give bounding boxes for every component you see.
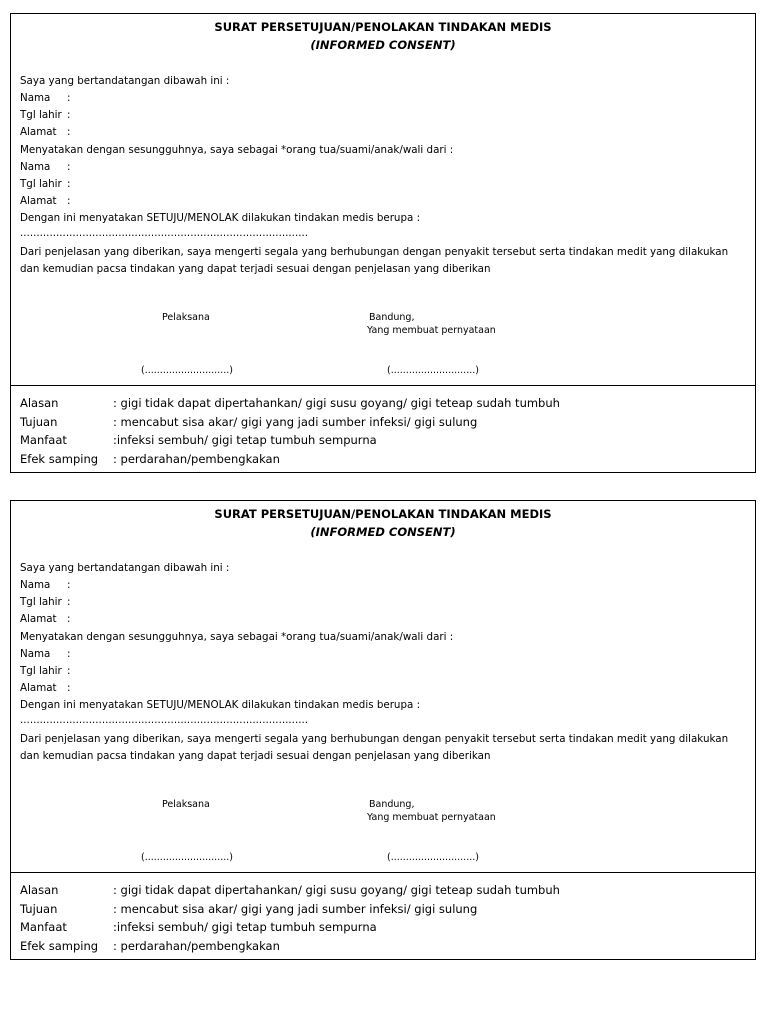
tujuan-row xyxy=(20,415,477,429)
efek-value: : perdarahan/pembengkakan xyxy=(113,939,280,953)
tujuan-value: : mencabut sisa akar/ gigi yang jadi sumber infeksi/ gigi sulung xyxy=(113,902,478,916)
alamat-label: Alamat xyxy=(20,613,57,625)
tujuan-value: : mencabut sisa akar/ gigi yang jadi sumber infeksi/ gigi sulung xyxy=(113,415,478,429)
consent-form-1 xyxy=(10,13,756,473)
manfaat-row xyxy=(20,433,377,447)
explanation-line-2: dan kemudian pacsa tindakan yang dapat terjadi sesuai dengan penjelasan yang diberikan xyxy=(20,263,491,275)
explanation-line-1: Dari penjelasan yang diberikan, saya mengerti segala yang berhubungan dengan penyakit tersebut serta tindakan medit yang dilakukan xyxy=(20,246,729,258)
explanation-line-1: Dari penjelasan yang diberikan, saya mengerti segala yang berhubungan dengan penyakit tersebut serta tindakan medit yang dilakukan xyxy=(20,733,729,745)
signature-blank-pelaksana: (............................) xyxy=(141,852,233,863)
alamat-label: Alamat xyxy=(20,682,57,694)
signature-blank-pembuat: (............................) xyxy=(387,852,479,863)
tujuan-row xyxy=(20,902,477,916)
decision-text: Dengan ini menyatakan SETUJU/MENOLAK dilakukan tindakan medis berupa : xyxy=(20,212,421,224)
divider xyxy=(11,385,755,386)
statement-text: Menyatakan dengan sesungguhnya, saya sebagai *orang tua/suami/anak/wali dari : xyxy=(20,144,454,156)
intro-text: Saya yang bertandatangan dibawah ini : xyxy=(20,75,230,87)
colon: : xyxy=(67,579,71,591)
nama-label: Nama xyxy=(20,92,51,104)
colon: : xyxy=(67,178,71,190)
tgl-lahir-row xyxy=(20,596,70,608)
bandung-label: Bandung, xyxy=(369,799,415,810)
alamat-row xyxy=(20,613,70,625)
tujuan-label: Tujuan xyxy=(20,415,58,429)
divider xyxy=(11,872,755,873)
manfaat-row xyxy=(20,920,377,934)
form-subtitle: (INFORMED CONSENT) xyxy=(310,525,456,539)
statement-text: Menyatakan dengan sesungguhnya, saya sebagai *orang tua/suami/anak/wali dari : xyxy=(20,631,454,643)
nama-row xyxy=(20,92,70,104)
colon: : xyxy=(67,109,71,121)
tgl-lahir-label: Tgl lahir xyxy=(20,596,62,608)
manfaat-label: Manfaat xyxy=(20,433,67,447)
efek-samping-row xyxy=(20,452,280,466)
efek-value: : perdarahan/pembengkakan xyxy=(113,452,280,466)
tgl-lahir-row-2 xyxy=(20,178,70,190)
alasan-row xyxy=(20,883,560,897)
explanation-line-2: dan kemudian pacsa tindakan yang dapat terjadi sesuai dengan penjelasan yang diberikan xyxy=(20,750,491,762)
bandung-label: Bandung, xyxy=(369,312,415,323)
form-subtitle: (INFORMED CONSENT) xyxy=(310,38,456,52)
consent-form-2 xyxy=(10,500,756,960)
tgl-lahir-row xyxy=(20,109,70,121)
tgl-lahir-row-2 xyxy=(20,665,70,677)
intro-text: Saya yang bertandatangan dibawah ini : xyxy=(20,562,230,574)
tgl-lahir-label: Tgl lahir xyxy=(20,109,62,121)
dotted-line: ........................................................................................ xyxy=(20,227,309,239)
pembuat-label: Yang membuat pernyataan xyxy=(367,812,496,823)
tujuan-label: Tujuan xyxy=(20,902,58,916)
colon: : xyxy=(67,195,71,207)
tgl-lahir-label: Tgl lahir xyxy=(20,178,62,190)
alamat-row xyxy=(20,126,70,138)
form-title: SURAT PERSETUJUAN/PENOLAKAN TINDAKAN MEDIS xyxy=(214,507,552,521)
dotted-line: ........................................................................................ xyxy=(20,714,309,726)
alamat-label: Alamat xyxy=(20,195,57,207)
alasan-value: : gigi tidak dapat dipertahankan/ gigi susu goyang/ gigi teteap sudah tumbuh xyxy=(113,396,560,410)
pembuat-label: Yang membuat pernyataan xyxy=(367,325,496,336)
nama-row-2 xyxy=(20,648,70,660)
tgl-lahir-label: Tgl lahir xyxy=(20,665,62,677)
colon: : xyxy=(67,161,71,173)
colon: : xyxy=(67,596,71,608)
nama-row-2 xyxy=(20,161,70,173)
pelaksana-label: Pelaksana xyxy=(162,312,210,323)
alamat-row-2 xyxy=(20,682,70,694)
colon: : xyxy=(67,665,71,677)
signature-blank-pembuat: (............................) xyxy=(387,365,479,376)
efek-label: Efek samping xyxy=(20,452,99,466)
manfaat-value: :infeksi sembuh/ gigi tetap tumbuh sempurna xyxy=(113,920,377,934)
pelaksana-label: Pelaksana xyxy=(162,799,210,810)
nama-label: Nama xyxy=(20,161,51,173)
alasan-row xyxy=(20,396,560,410)
colon: : xyxy=(67,682,71,694)
colon: : xyxy=(67,613,71,625)
alasan-label: Alasan xyxy=(20,883,59,897)
colon: : xyxy=(67,92,71,104)
manfaat-value: :infeksi sembuh/ gigi tetap tumbuh sempurna xyxy=(113,433,377,447)
form-title: SURAT PERSETUJUAN/PENOLAKAN TINDAKAN MEDIS xyxy=(214,20,552,34)
alamat-label: Alamat xyxy=(20,126,57,138)
alasan-label: Alasan xyxy=(20,396,59,410)
efek-samping-row xyxy=(20,939,280,953)
alamat-row-2 xyxy=(20,195,70,207)
nama-label: Nama xyxy=(20,579,51,591)
colon: : xyxy=(67,126,71,138)
efek-label: Efek samping xyxy=(20,939,99,953)
alasan-value: : gigi tidak dapat dipertahankan/ gigi susu goyang/ gigi teteap sudah tumbuh xyxy=(113,883,560,897)
decision-text: Dengan ini menyatakan SETUJU/MENOLAK dilakukan tindakan medis berupa : xyxy=(20,699,421,711)
nama-row xyxy=(20,579,70,591)
nama-label: Nama xyxy=(20,648,51,660)
colon: : xyxy=(67,648,71,660)
signature-blank-pelaksana: (............................) xyxy=(141,365,233,376)
manfaat-label: Manfaat xyxy=(20,920,67,934)
